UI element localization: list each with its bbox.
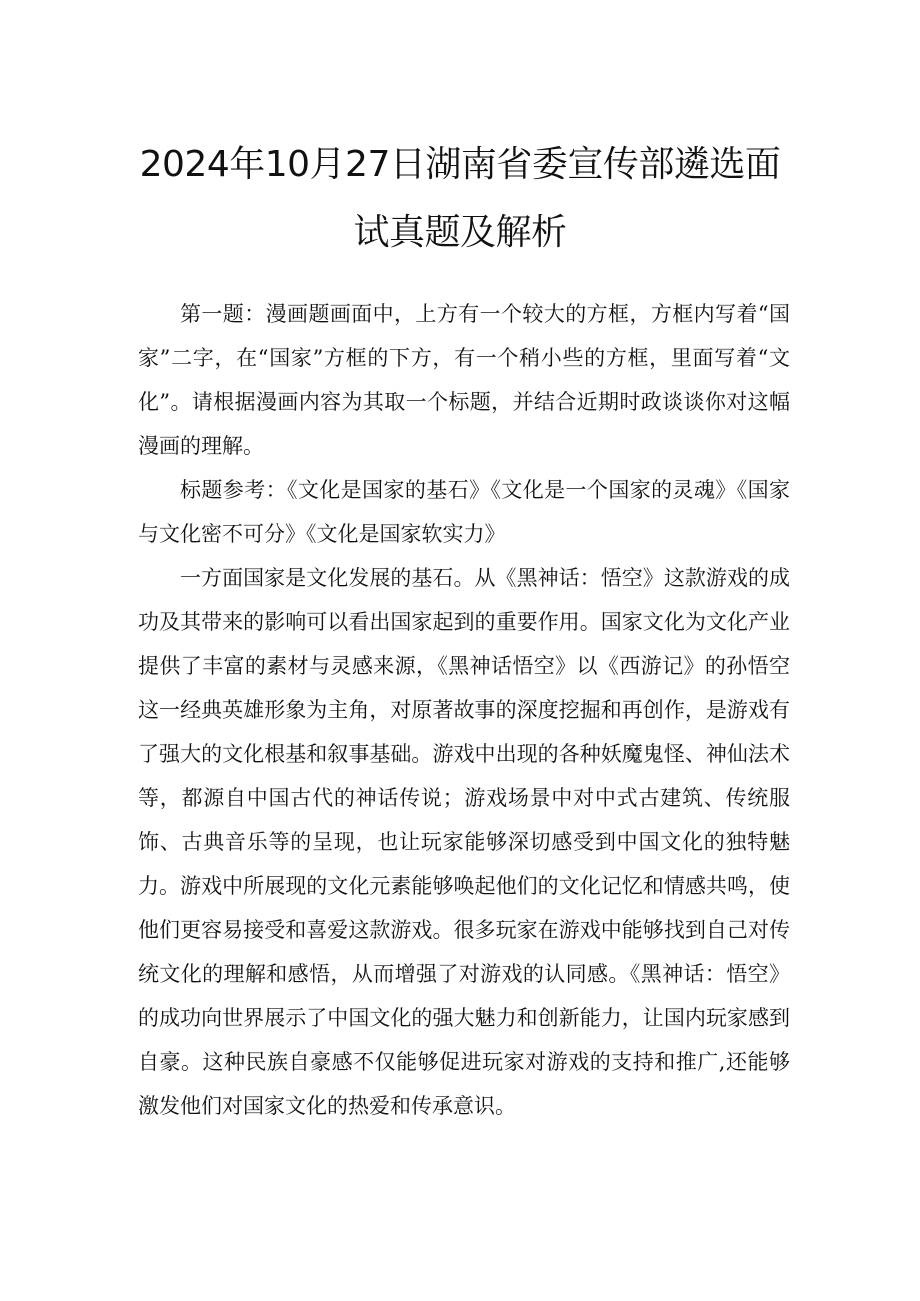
paragraph-question-one: 第一题：漫画题画面中，上方有一个较大的方框，方框内写着“国家”二字，在“国家”方框的下方，有一个稍小些的方框，里面写着“文化”。请根据漫画内容为其取一个标题，并结合近期时政谈谈你对这幅漫画的理解。: [138, 302, 790, 458]
paragraph-title-reference: 标题参考：《文化是国家的基石》《文化是一个国家的灵魂》《国家与文化密不可分》《文化是国家软实力》: [138, 478, 790, 546]
document-body: [138, 292, 790, 1128]
document-title-line-1: 2024年10月27日湖南省委宣传部遴选面: [139, 144, 781, 185]
document-title-line-2: 试真题及解析: [353, 212, 567, 253]
paragraph-analysis: 一方面国家是文化发展的基石。从《黑神话：悟空》这款游戏的成功及其带来的影响可以看出国家起到的重要作用。国家文化为文化产业提供了丰富的素材与灵感来源，《黑神话悟空》以《西游记》的孙悟空这一经典英雄形象为主角，对原著故事的深度挖掘和再创作，是游戏有了强大的文化根基和叙事基础。游戏中出现的各种妖魔鬼怪、神仙法术等，都源自中国古代的神话传说；游戏场景中对中式古建筑、传统服饰、古典音乐等的呈现，也让玩家能够深切感受到中国文化的独特魅力。游戏中所展现的文化元素能够唤起他们的文化记忆和情感共鸣，使他们更容易接受和喜爱这款游戏。很多玩家在游戏中能够找到自己对传统文化的理解和感悟，从而增强了对游戏的认同感。《黑神话：悟空》的成功向世界展示了中国文化的强大魅力和创新能力，让国内玩家感到自豪。这种民族自豪感不仅能够促进玩家对游戏的支持和推广,还能够激发他们对国家文化的热爱和传承意识。: [138, 566, 790, 1118]
